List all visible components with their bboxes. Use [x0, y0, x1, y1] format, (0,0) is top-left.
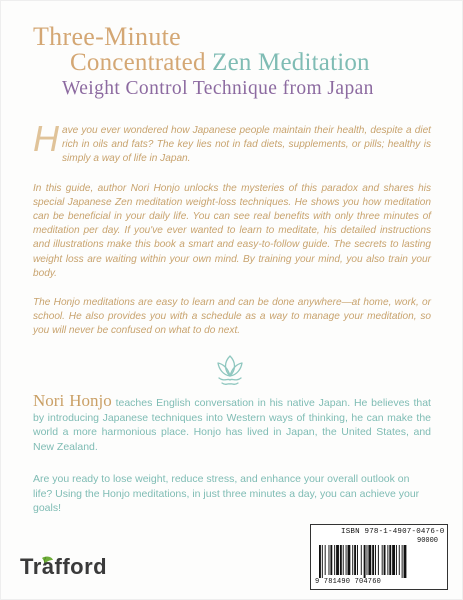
barcode-bar [384, 545, 386, 575]
author-bio [33, 391, 431, 454]
blurb [33, 118, 431, 354]
lotus-icon [210, 350, 250, 390]
title-line-1: Three-Minute [33, 22, 181, 51]
barcode-bar [325, 545, 326, 575]
barcode-bar [322, 545, 323, 578]
barcode-bar [387, 545, 388, 575]
blurb-paragraph-2: In this guide, author Nori Honjo unlocks the mysteries of this paradox and shares his special Japanese Zen meditation weight-loss techniques. He shows you how meditation can be beneficial in your daily life. You can see real benefits with only three minutes of meditation per day. If you've ever wanted to learn to meditate, his detailed instructions and illustrations make this book a smart and easy-to-follow guide. The secrets to lasting weight loss are waiting within your own mind. By training your mind, you also train your body. [33, 182, 431, 279]
barcode-bar [382, 545, 383, 575]
isbn-number: ISBN 978-1-4907-0476-0 [341, 528, 445, 536]
barcode-bar [354, 545, 356, 575]
title-line-2 [70, 50, 374, 75]
barcode-bar [399, 545, 400, 575]
isbn-barcode [310, 524, 448, 590]
closing-paragraph: Are you ready to lose weight, reduce stress, and enhance your overall outlook on life? Using the Honjo meditations, in just three minutes a day, you can achieve your goals! [33, 473, 420, 514]
author-bio-text: teaches English conversation in his native Japan. He believes that by introducing Japanese techniques into Western ways of thinking, he can make the world a more harmonious place. Honjo has lived in Japan, the United States, and New Zealand. [33, 397, 431, 453]
barcode-bar [375, 545, 376, 575]
title-zen-meditation: Zen Meditation [212, 49, 370, 76]
title-block [33, 24, 374, 99]
barcode-bar [348, 545, 351, 575]
blurb-paragraph-1-text: ave you ever wondered how Japanese people maintain their health, despite a diet rich in oils and fats? The key lies not in fad diets, supplements, or pills; healthy is simply a way of life in Japan. [62, 125, 431, 165]
barcode-bar [368, 545, 371, 575]
barcode-bar [334, 545, 335, 575]
barcode-bar [364, 545, 366, 578]
barcode-bar [372, 545, 374, 575]
drop-cap: H [33, 118, 59, 159]
barcode-bar [340, 545, 342, 575]
blurb-paragraph-1 [33, 118, 431, 167]
title-concentrated: Concentrated [70, 49, 206, 76]
barcode-bars [319, 545, 439, 578]
barcode-bar [361, 545, 362, 575]
barcode-bar [352, 545, 353, 575]
barcode-digits: 9 781490 704760 [315, 578, 382, 586]
barcode-bar [402, 545, 403, 578]
barcode-bar [346, 545, 347, 575]
barcode-bar [396, 545, 397, 575]
barcode-bar [319, 545, 321, 578]
author-name: Nori Honjo [33, 391, 112, 410]
subtitle: Weight Control Technique from Japan [62, 78, 374, 99]
barcode-bar [343, 545, 344, 575]
barcode-bar [367, 545, 368, 575]
barcode-bar [357, 545, 358, 575]
barcode-bar [392, 545, 395, 575]
barcode-bar [329, 545, 330, 575]
price-code: 90000 [417, 537, 439, 545]
blurb-paragraph-3: The Honjo meditations are easy to learn and can be done anywhere—at home, work, or school. He also provides you with a schedule as a way to manage your meditation, so you will never be confused on what to do next. [33, 297, 431, 337]
barcode-bar [404, 545, 407, 578]
barcode-bar [389, 545, 391, 575]
barcode-bar [330, 545, 332, 575]
barcode-bar [378, 545, 379, 575]
barcode-bar [336, 545, 339, 575]
publisher-name: Trafford [20, 554, 108, 579]
publisher-logo [20, 554, 140, 584]
